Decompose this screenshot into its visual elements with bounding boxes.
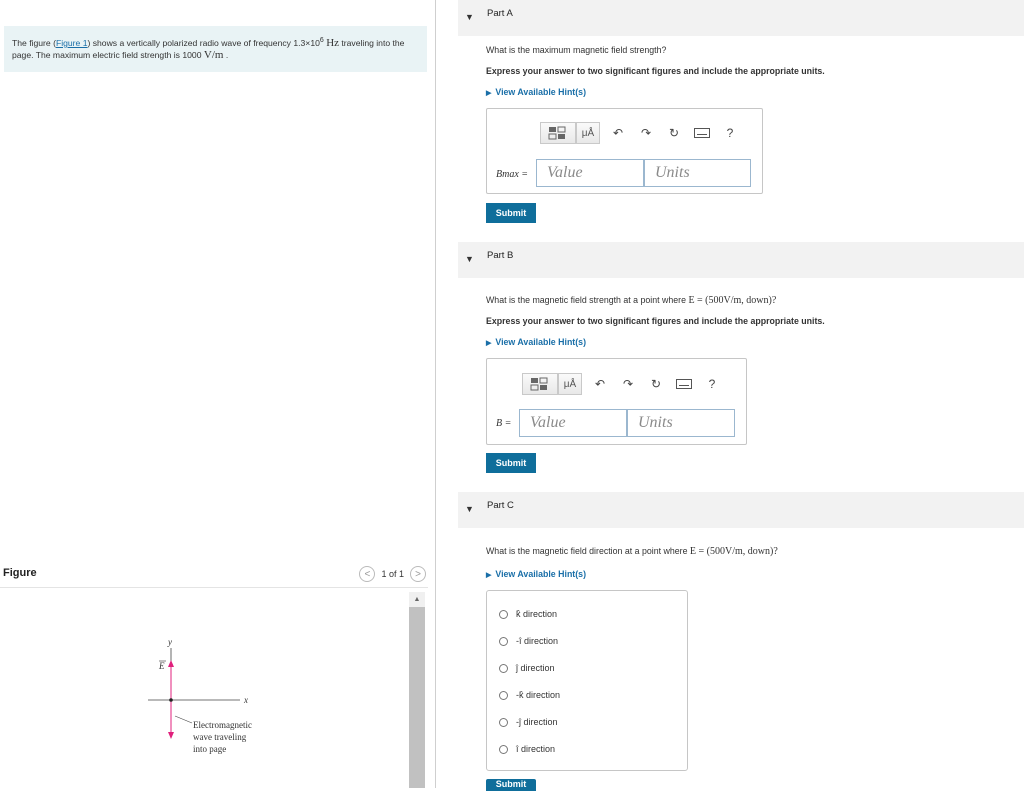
- e-field-down-arrowhead: [168, 732, 174, 739]
- choice-j-direction[interactable]: [499, 663, 555, 673]
- part-a-header[interactable]: [458, 0, 1024, 36]
- figure-pager: [359, 566, 426, 582]
- part-a-question: What is the maximum magnetic field strength?: [486, 45, 667, 55]
- part-a-units-input[interactable]: Units: [644, 159, 751, 187]
- part-a-submit-button[interactable]: Submit: [486, 203, 536, 223]
- undo-icon[interactable]: ↶: [612, 126, 624, 140]
- part-a-answer-box: [486, 108, 763, 194]
- part-b-header[interactable]: [458, 242, 1024, 278]
- part-c-hint-toggle[interactable]: [486, 569, 586, 579]
- part-b-submit-button[interactable]: Submit: [486, 453, 536, 473]
- prev-figure-button[interactable]: <: [359, 566, 375, 582]
- part-b-answer-box: [486, 358, 747, 445]
- part-b-instruction: Express your answer to two significant figures and include the appropriate units.: [486, 316, 825, 326]
- help-icon[interactable]: ?: [726, 126, 734, 140]
- next-figure-button[interactable]: >: [410, 566, 426, 582]
- reset-icon[interactable]: ↻: [650, 377, 662, 391]
- part-a-hint-toggle[interactable]: [486, 87, 586, 97]
- part-a-instruction: Express your answer to two significant figures and include the appropriate units.: [486, 66, 825, 76]
- keyboard-icon[interactable]: [674, 374, 694, 394]
- x-axis-label: x: [244, 695, 248, 705]
- part-c-choices: [486, 590, 688, 771]
- part-b-label: Part B: [487, 250, 514, 261]
- caption-leader-line: [175, 716, 192, 723]
- templates-icon[interactable]: [522, 373, 558, 395]
- part-c-question-math: E = (500V/m, down)?: [689, 546, 778, 557]
- collapse-caret-icon: ▼: [465, 12, 474, 22]
- origin-dot: [169, 698, 173, 702]
- choice-label: k̂ direction: [516, 609, 558, 619]
- field-unit: V/m: [203, 48, 224, 61]
- em-wave-figure: [140, 636, 290, 761]
- problem-statement: [4, 26, 427, 72]
- part-b-hint-toggle[interactable]: [486, 337, 586, 347]
- radio-button[interactable]: [499, 745, 508, 754]
- caption-line-1: Electromagnetic: [193, 720, 252, 730]
- choice-label: î direction: [516, 744, 556, 754]
- keyboard-icon[interactable]: [692, 123, 712, 143]
- figure-header: [0, 562, 428, 588]
- part-b-question: [486, 295, 776, 306]
- expand-triangle-icon: ▶: [486, 572, 492, 579]
- choice-i-direction[interactable]: [499, 744, 555, 754]
- choice-label: ĵ direction: [516, 663, 555, 673]
- part-c-label: Part C: [487, 500, 514, 511]
- choice-label: -î direction: [516, 636, 559, 646]
- problem-text-end: .: [223, 49, 229, 60]
- problem-text-middle: ) shows a vertically polarized radio wave of frequency 1.3×10: [87, 37, 320, 48]
- part-c-question-text: What is the magnetic field direction at a point where: [486, 546, 690, 556]
- bmax-label: Bmax =: [496, 169, 529, 180]
- radio-button[interactable]: [499, 718, 508, 727]
- redo-icon[interactable]: ↷: [622, 377, 634, 391]
- radio-button[interactable]: [499, 637, 508, 646]
- part-a-toolbar: [540, 122, 740, 144]
- part-a-value-input[interactable]: Value: [536, 159, 644, 187]
- scroll-up-arrow-icon[interactable]: ▲: [413, 595, 421, 603]
- b-label: B =: [496, 418, 512, 429]
- figure-title: Figure: [3, 567, 37, 579]
- choice-label: -k̂ direction: [516, 690, 561, 700]
- e-field-up-arrowhead: [168, 660, 174, 667]
- part-b-hint-label: View Available Hint(s): [495, 337, 586, 347]
- choice-label: -ĵ direction: [516, 717, 558, 727]
- choice-k-direction[interactable]: [499, 609, 557, 619]
- frequency-exponent: 6: [319, 37, 324, 44]
- reset-icon[interactable]: ↻: [668, 126, 680, 140]
- part-b-value-input[interactable]: Value: [519, 409, 627, 437]
- pager-text: 1 of 1: [381, 569, 404, 579]
- undo-icon[interactable]: ↶: [594, 377, 606, 391]
- part-b-question-text: What is the magnetic field strength at a point where: [486, 295, 689, 305]
- frequency-unit: Hz: [326, 36, 340, 49]
- choice-neg-j-direction[interactable]: [499, 717, 558, 727]
- expand-triangle-icon: ▶: [486, 90, 492, 97]
- left-panel: [0, 0, 436, 788]
- part-c-header[interactable]: [458, 492, 1024, 528]
- part-b-toolbar: [522, 373, 722, 395]
- caption-line-3: into page: [193, 744, 227, 754]
- part-c-submit-button[interactable]: Submit: [486, 779, 536, 791]
- collapse-caret-icon: ▼: [465, 254, 474, 264]
- radio-button[interactable]: [499, 664, 508, 673]
- part-b-units-input[interactable]: Units: [627, 409, 735, 437]
- part-c-hint-label: View Available Hint(s): [495, 569, 586, 579]
- radio-button[interactable]: [499, 691, 508, 700]
- help-icon[interactable]: ?: [708, 377, 716, 391]
- units-symbol-button[interactable]: μÅ: [576, 122, 600, 144]
- part-b-question-math: E = (500V/m, down)?: [688, 295, 777, 306]
- radio-button[interactable]: [499, 610, 508, 619]
- caption-line-2: wave traveling: [193, 732, 247, 742]
- problem-text-after: traveling into the page. The maximum electric field strength is 1000: [12, 37, 405, 60]
- choice-neg-i-direction[interactable]: [499, 636, 558, 646]
- problem-text-prefix: The figure (: [12, 37, 56, 48]
- figure-scrollbar-thumb[interactable]: [409, 607, 425, 788]
- part-c-question: [486, 546, 778, 557]
- templates-icon[interactable]: [540, 122, 576, 144]
- e-field-label: E: [159, 661, 165, 671]
- part-a-hint-label: View Available Hint(s): [495, 87, 586, 97]
- units-symbol-button[interactable]: μÅ: [558, 373, 582, 395]
- y-axis-label: y: [168, 637, 172, 647]
- choice-neg-k-direction[interactable]: [499, 690, 560, 700]
- redo-icon[interactable]: ↷: [640, 126, 652, 140]
- collapse-caret-icon: ▼: [465, 504, 474, 514]
- part-a-label: Part A: [487, 8, 513, 19]
- figure-link[interactable]: Figure 1: [55, 37, 88, 48]
- expand-triangle-icon: ▶: [486, 340, 492, 347]
